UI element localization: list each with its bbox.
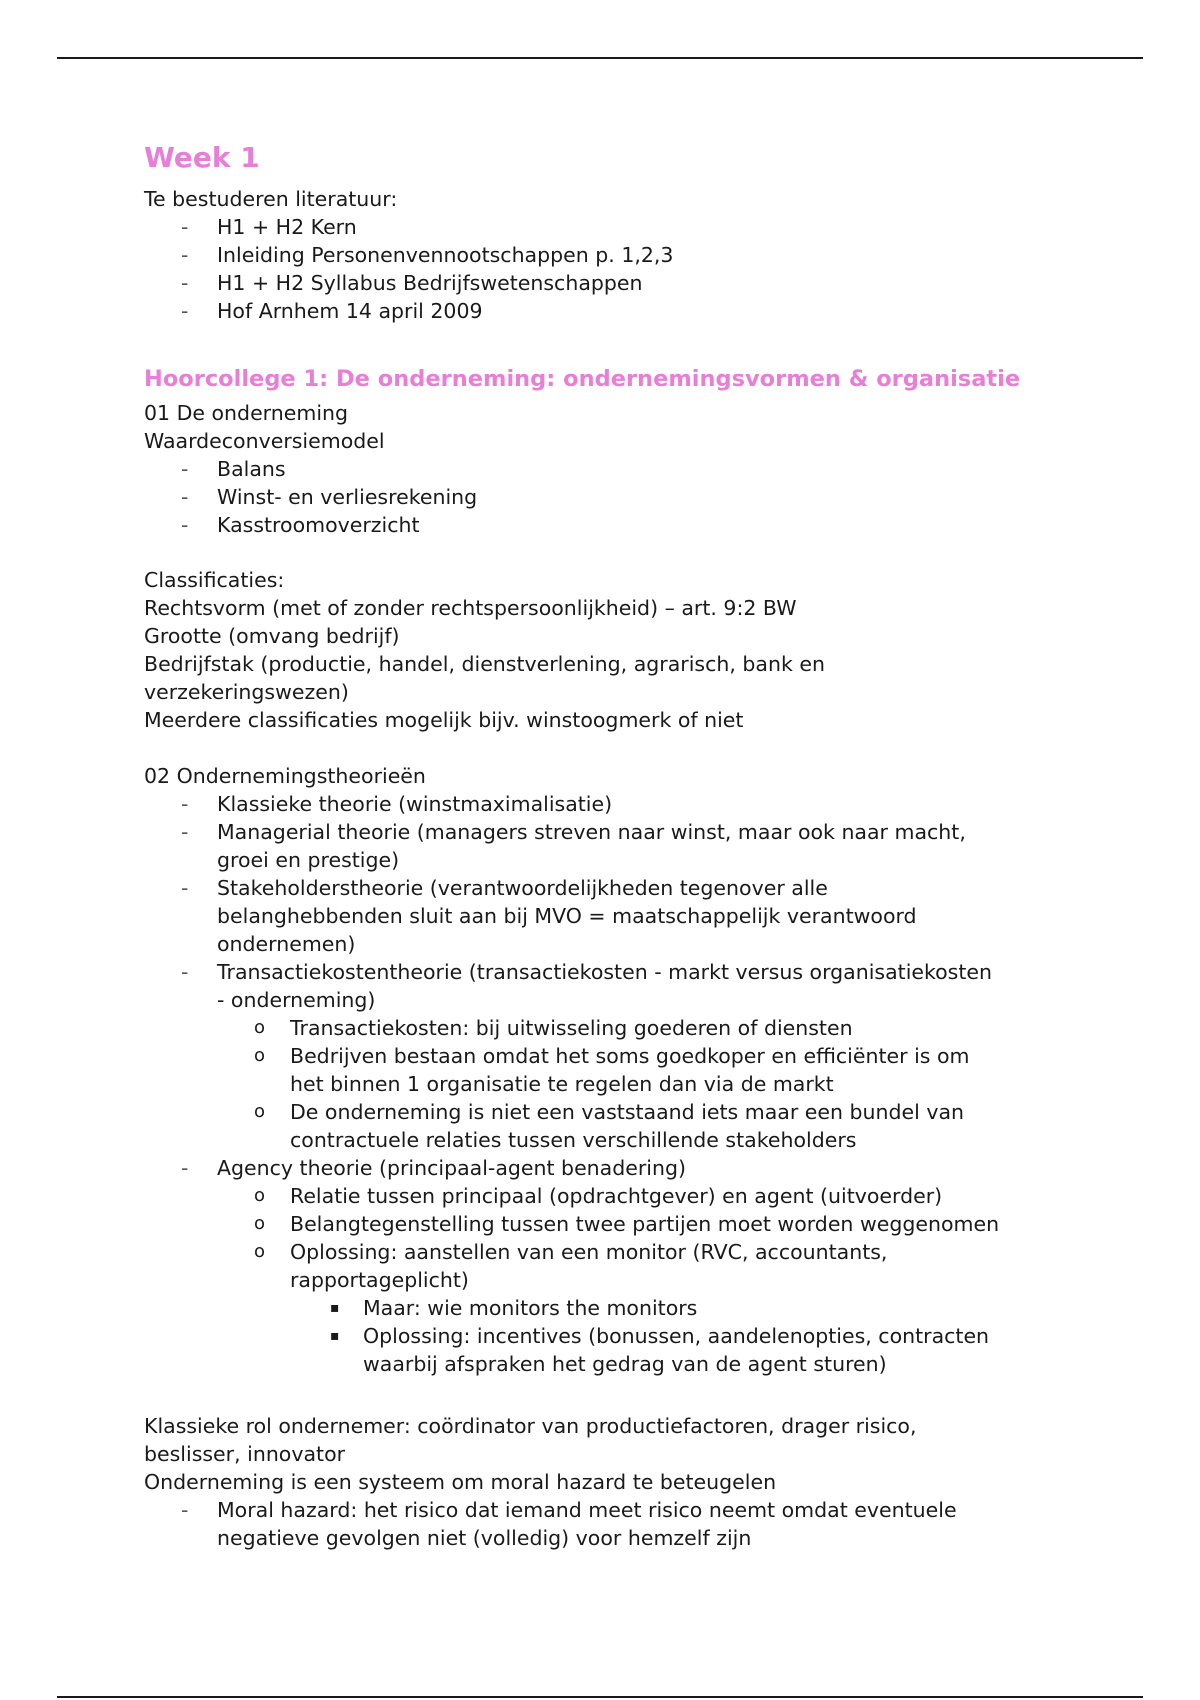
list-item-text: Agency theorie (principaal-agent benadering) <box>217 1156 686 1180</box>
list-item <box>144 958 999 1154</box>
list-item-text: ondernemen) <box>217 932 356 956</box>
transaction-sublist <box>144 1014 999 1154</box>
list-item <box>290 1294 999 1322</box>
list-item <box>217 1014 999 1042</box>
list-item <box>144 511 477 539</box>
list-item-text: Balans <box>217 457 286 481</box>
list-item-text: Transactiekostentheorie (transactiekosten - markt versus organisatiekosten <box>217 960 993 984</box>
section-heading: 01 De onderneming <box>144 401 349 425</box>
dash-marker: - <box>181 1156 189 1180</box>
closing-line: Klassieke rol ondernemer: coördinator van productiefactoren, drager risico, <box>144 1414 917 1438</box>
square-marker: ▪ <box>330 1300 340 1316</box>
literature-list <box>144 213 673 325</box>
dash-marker: - <box>181 299 189 323</box>
list-item <box>144 269 673 297</box>
closing-line: Onderneming is een systeem om moral hazard te beteugelen <box>144 1470 777 1494</box>
closing-line: beslisser, innovator <box>144 1442 346 1466</box>
list-item-text: Belangtegenstelling tussen twee partijen moet worden weggenomen <box>290 1212 1000 1236</box>
list-item <box>217 1098 999 1154</box>
list-item-text: Moral hazard: het risico dat iemand meet risico neemt omdat eventuele <box>217 1498 957 1522</box>
dash-marker: - <box>181 960 189 984</box>
section-heading: 02 Ondernemingstheorieën <box>144 764 426 788</box>
list-item-text: Stakeholderstheorie (verantwoordelijkheden tegenover alle <box>217 876 828 900</box>
section-onderneming <box>144 399 477 539</box>
list-item <box>144 1154 999 1378</box>
list-item <box>217 1238 999 1378</box>
classification-line: Grootte (omvang bedrijf) <box>144 624 400 648</box>
list-item-text: negatieve gevolgen niet (volledig) voor hemzelf zijn <box>217 1526 752 1550</box>
monitor-sublist <box>217 1294 999 1378</box>
list-item-text: H1 + H2 Kern <box>217 215 357 239</box>
list-item <box>217 1042 999 1098</box>
list-item <box>144 483 477 511</box>
dash-marker: - <box>181 271 189 295</box>
literature-section <box>144 185 673 325</box>
list-item <box>144 213 673 241</box>
list-item-text: contractuele relaties tussen verschillende stakeholders <box>290 1128 857 1152</box>
list-item-text: Klassieke theorie (winstmaximalisatie) <box>217 792 613 816</box>
list-item <box>144 874 999 958</box>
list-item-text: Bedrijven bestaan omdat het soms goedkoper en efficiënter is om <box>290 1044 970 1068</box>
circle-marker: o <box>254 1213 266 1234</box>
list-item-text: Kasstroomoverzicht <box>217 513 420 537</box>
list-item <box>144 241 673 269</box>
week-title: Week 1 <box>144 141 260 174</box>
list-item-text: De onderneming is niet een vaststaand iets maar een bundel van <box>290 1100 965 1124</box>
classification-line: Bedrijfstak (productie, handel, dienstverlening, agrarisch, bank en <box>144 652 825 676</box>
circle-marker: o <box>254 1045 266 1066</box>
list-item-text: Hof Arnhem 14 april 2009 <box>217 299 483 323</box>
classification-line: Rechtsvorm (met of zonder rechtspersoonlijkheid) – art. 9:2 BW <box>144 596 797 620</box>
list-item-text: Managerial theorie (managers streven naar winst, maar ook naar macht, <box>217 820 966 844</box>
dash-marker: - <box>181 820 189 844</box>
classifications-label: Classificaties: <box>144 568 285 592</box>
model-name: Waardeconversiemodel <box>144 429 385 453</box>
circle-marker: o <box>254 1241 266 1262</box>
list-item <box>144 790 999 818</box>
circle-marker: o <box>254 1017 266 1038</box>
list-item-text: Transactiekosten: bij uitwisseling goederen of diensten <box>290 1016 853 1040</box>
list-item-text: waarbij afspraken het gedrag van de agent sturen) <box>363 1352 887 1376</box>
list-item-text: Winst- en verliesrekening <box>217 485 478 509</box>
list-item-text: belanghebbenden sluit aan bij MVO = maatschappelijk verantwoord <box>217 904 917 928</box>
literature-label: Te bestuderen literatuur: <box>144 187 398 211</box>
lecture-title: Hoorcollege 1: De onderneming: ondernemingsvormen & organisatie <box>144 366 1021 392</box>
circle-marker: o <box>254 1185 266 1206</box>
list-item-text: H1 + H2 Syllabus Bedrijfswetenschappen <box>217 271 643 295</box>
dash-marker: - <box>181 876 189 900</box>
list-item <box>144 455 477 483</box>
list-item-text: rapportageplicht) <box>290 1268 469 1292</box>
list-item <box>144 297 673 325</box>
list-item <box>217 1182 999 1210</box>
theory-list <box>144 790 999 1378</box>
closing-section <box>144 1412 957 1552</box>
dash-marker: - <box>181 1498 189 1522</box>
list-item <box>217 1210 999 1238</box>
list-item-text: Maar: wie monitors the monitors <box>363 1296 698 1320</box>
list-item-text: Oplossing: incentives (bonussen, aandelenopties, contracten <box>363 1324 990 1348</box>
dash-marker: - <box>181 792 189 816</box>
circle-marker: o <box>254 1101 266 1122</box>
list-item-text: Inleiding Personenvennootschappen p. 1,2,3 <box>217 243 674 267</box>
list-item-text: Relatie tussen principaal (opdrachtgever) en agent (uitvoerder) <box>290 1184 943 1208</box>
list-item <box>144 1496 957 1552</box>
model-list <box>144 455 477 539</box>
list-item <box>144 818 999 874</box>
classification-line: verzekeringswezen) <box>144 680 349 704</box>
dash-marker: - <box>181 243 189 267</box>
list-item-text: Oplossing: aanstellen van een monitor (RVC, accountants, <box>290 1240 888 1264</box>
header-rule <box>57 57 1143 59</box>
list-item-text: groei en prestige) <box>217 848 400 872</box>
classification-line: Meerdere classificaties mogelijk bijv. winstoogmerk of niet <box>144 708 744 732</box>
section-theories <box>144 762 999 1378</box>
list-item-text: het binnen 1 organisatie te regelen dan via de markt <box>290 1072 834 1096</box>
dash-marker: - <box>181 215 189 239</box>
list-item <box>290 1322 999 1378</box>
moral-hazard-list <box>144 1496 957 1552</box>
square-marker: ▪ <box>330 1328 340 1344</box>
dash-marker: - <box>181 485 189 509</box>
classifications-section <box>144 566 825 734</box>
agency-sublist <box>144 1182 999 1378</box>
dash-marker: - <box>181 457 189 481</box>
footer-rule <box>57 1696 1143 1698</box>
list-item-text: - onderneming) <box>217 988 376 1012</box>
dash-marker: - <box>181 513 189 537</box>
